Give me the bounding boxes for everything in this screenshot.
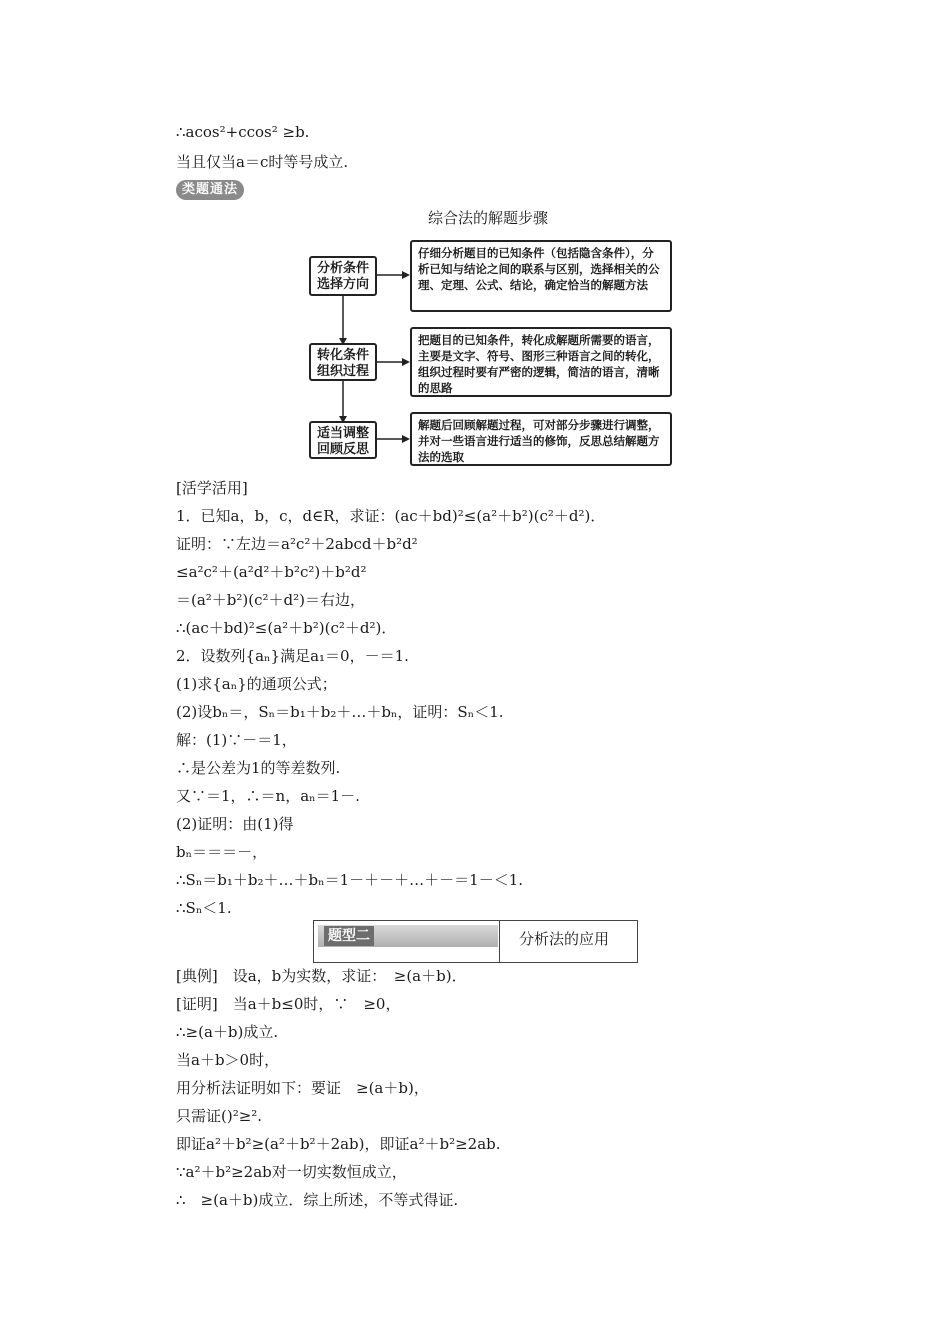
example-line: 用分析法证明如下：要证 ≥(a＋b)， [176, 1079, 429, 1097]
example-line: [证明] 当a＋b≤0时，∵ ≥0， [176, 995, 401, 1013]
banner-title: 分析法的应用 [519, 930, 610, 948]
banner-divider [499, 921, 500, 963]
banner-tag-background [318, 925, 498, 947]
step-label-line: 适当调整 [316, 426, 369, 441]
flowchart-step-label [309, 421, 377, 459]
flowchart-title: 综合法的解题步骤 [428, 209, 549, 227]
question-part: (2)设bₙ＝，Sₙ＝b₁＋b₂＋…＋bₙ，证明：Sₙ＜1. [176, 703, 504, 721]
example-line: 只需证()²≥². [176, 1107, 263, 1125]
example-line: ∴≥(a＋b)成立. [176, 1023, 279, 1041]
proof-line: ∴(ac＋bd)²≤(a²＋b²)(c²＋d²)． [176, 619, 397, 637]
step-label-line: 组织过程 [316, 364, 369, 379]
solution-line: ∴Sₙ＝b₁＋b₂＋…＋bₙ＝1－＋－＋…＋－＝1－＜1. [176, 871, 524, 889]
step-label-line: 回顾反思 [316, 442, 369, 457]
question: 2．设数列{aₙ}满足a₁＝0，－＝1. [176, 647, 409, 665]
solution-line: 解：(1)∵－＝1， [176, 731, 297, 749]
flowchart-step-desc: 把题目的已知条件，转化成解题所需要的语言，主要是文字、符号、图形三种语言之间的转化，组织过程时要有严密的逻辑，简洁的语言，清晰的思路 [410, 327, 672, 397]
flowchart-step-label [309, 343, 377, 381]
example-line: ∵a²＋b²≥2ab对一切实数恒成立， [176, 1163, 407, 1181]
solution-line: ∴是公差为1的等差数列. [176, 759, 341, 777]
question: 1．已知a，b，c，d∈R，求证：(ac＋bd)²≤(a²＋b²)(c²＋d²)． [176, 507, 606, 525]
category-tag: 类题通法 [176, 180, 244, 200]
example-line: ∴ ≥(a＋b)成立．综上所述，不等式得证. [176, 1191, 459, 1209]
solution-line: 又∵＝1，∴＝n，aₙ＝1－. [176, 787, 360, 805]
text-line: 当且仅当a＝c时等号成立. [176, 153, 349, 171]
step-label-line: 分析条件 [316, 261, 369, 276]
proof-line: ＝(a²＋b²)(c²＋d²)＝右边， [176, 591, 366, 609]
question-part: (1)求{aₙ}的通项公式； [176, 675, 337, 693]
solution-line: ∴Sₙ＜1. [176, 899, 232, 917]
banner-tag: 题型二 [324, 926, 374, 946]
example-line: [典例] 设a，b为实数，求证： ≥(a＋b)． [176, 967, 467, 985]
example-line: 当a＋b＞0时， [176, 1051, 280, 1069]
section-heading: [活学活用] [176, 479, 248, 497]
solution-line: bₙ＝＝＝－， [176, 843, 268, 861]
section-banner [313, 920, 638, 963]
step-label-line: 选择方向 [316, 277, 369, 292]
flowchart-step-desc: 仔细分析题目的已知条件（包括隐含条件），分析已知与结论之间的联系与区别，选择相关的公理、定理、公式、结论，确定恰当的解题方法 [410, 240, 672, 312]
solution-line: (2)证明：由(1)得 [176, 815, 294, 833]
text-line: ∴acos²+ccos² ≥b. [176, 123, 310, 141]
flowchart-step-label [309, 256, 377, 296]
proof-line: 证明：∵左边＝a²c²＋2abcd＋b²d² [176, 535, 418, 553]
step-label-line: 转化条件 [316, 348, 369, 363]
proof-line: ≤a²c²＋(a²d²＋b²c²)＋b²d² [176, 563, 367, 581]
example-line: 即证a²＋b²≥(a²＋b²＋2ab)，即证a²＋b²≥2ab. [176, 1135, 501, 1153]
flowchart-step-desc: 解题后回顾解题过程，可对部分步骤进行调整，并对一些语言进行适当的修饰，反思总结解题方法的选取 [410, 412, 672, 466]
